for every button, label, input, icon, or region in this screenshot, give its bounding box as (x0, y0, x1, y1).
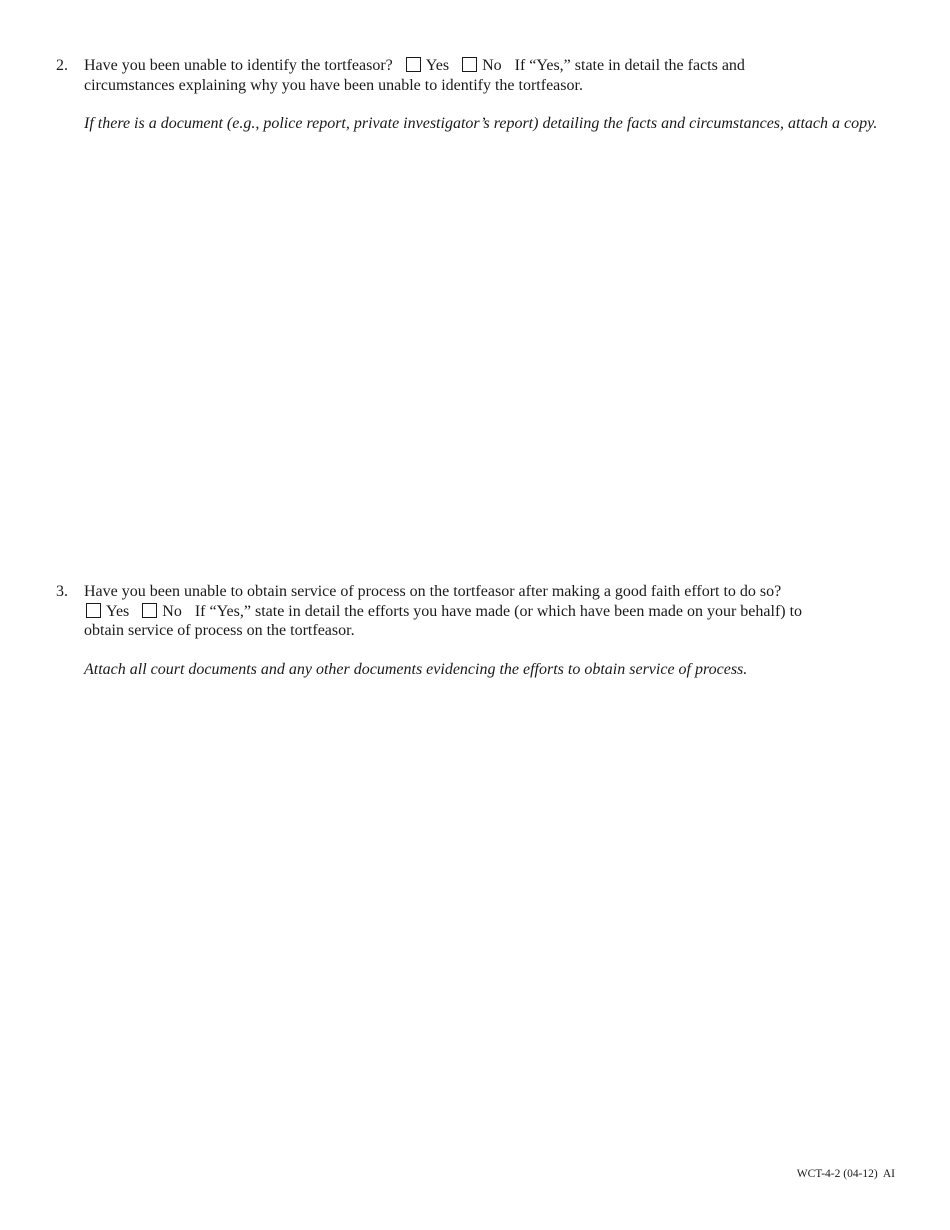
question-text: Have you been unable to identify the tortfeasor? (84, 57, 393, 74)
question-line (84, 56, 896, 76)
question-line-2: circumstances explaining why you have been unable to identify the tortfeasor. (84, 76, 583, 94)
yes-checkbox[interactable] (86, 603, 101, 618)
no-checkbox[interactable] (142, 603, 157, 618)
question-number: 3. (56, 583, 68, 600)
question-text-suffix: If “Yes,” state in detail the efforts you have made (or which have been made on your behalf) to (194, 602, 803, 620)
no-label: No (162, 602, 182, 620)
yes-label: Yes (106, 602, 130, 620)
question-body (84, 56, 896, 134)
instruction-text: If there is a document (e.g., police report, private investigator’s report) detailing the facts and circumstances, attach a copy. (84, 115, 878, 132)
answer-area-question-2[interactable] (84, 160, 884, 570)
no-label: No (482, 57, 502, 74)
form-code: WCT-4-2 (04-12) AI (796, 1168, 895, 1180)
question-line-3: obtain service of process on the tortfeasor. (84, 622, 355, 639)
question-line: Have you been unable to obtain service of process on the tortfeasor after making a good faith effort to do so? (84, 583, 782, 600)
question-number: 2. (56, 57, 68, 74)
yes-checkbox[interactable] (406, 57, 421, 72)
answer-area-question-3[interactable] (84, 690, 884, 1150)
yes-label: Yes (425, 57, 450, 74)
question-line-2 (84, 602, 896, 622)
no-checkbox[interactable] (462, 57, 477, 72)
instruction-text: Attach all court documents and any other documents evidencing the efforts to obtain service of process. (84, 660, 748, 678)
question-body (84, 582, 896, 679)
question-text-suffix: If “Yes,” state in detail the facts and (514, 57, 745, 74)
